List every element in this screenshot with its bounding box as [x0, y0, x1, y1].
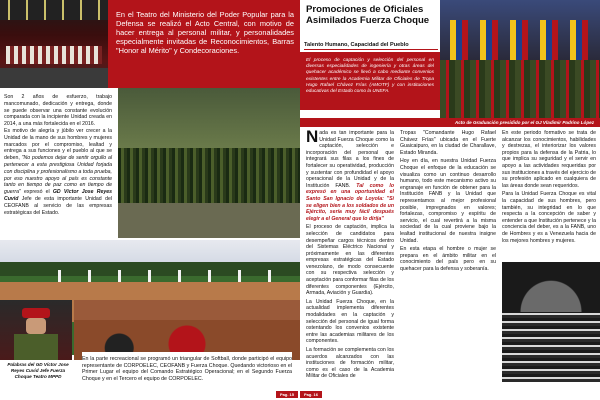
column-2	[400, 130, 496, 274]
graduation-photo	[440, 0, 600, 118]
page-number-left: Pag. 15	[276, 391, 298, 398]
softball-text: En la parte recreacional se programó un triangular de Softball, donde participó el equipo representante de CORPOELEC, CEOFANB y Fuerza Choque. Quedando victorioso en el Primer Lugar el equipo del Comando Estratégico Operacional; en el Segundo Fuerza Choque y en el Tercero el equipo de CORPOELEC.	[82, 352, 292, 382]
formation-troops	[118, 148, 300, 203]
page-number-right: Pag. 16	[300, 391, 322, 398]
col2-paragraph-1: Tropas "Comandante Hugo Rafael Chávez Frías" ubicada en el Fuerte Guaicaipuro, en la ciudad de Charallave, Estado Miranda.	[400, 130, 496, 156]
article-subhead: Talento Humano, Capacidad del Pueblo	[304, 42, 438, 50]
intro-part2: expresó el	[20, 189, 53, 196]
intro-name: GD Víctor Jose Reyes Cuvid	[4, 189, 112, 202]
formation-ground	[118, 203, 300, 238]
stage-row	[6, 46, 102, 64]
left-title-box: En el Teatro del Ministerio del Poder Popular para la Defensa se realizó el Acto Central, con motivo de hacer entrega al personal militar, y personalidades especialmente invitadas de Reconocimientos, Barras "Honor al Mérito" y Condecoraciones.	[108, 0, 300, 88]
formation-sky	[118, 88, 300, 148]
officer-caption: Palabras del GD Víctor Jose Reyes Cuvid Jefe Fuerza Choque Teatro MPPD	[7, 362, 69, 379]
intro-part3: Jefe de esta importante Unidad del CEOFANB al servicio de las empresas estratégicas del Estado.	[4, 195, 112, 216]
right-header	[300, 0, 440, 40]
col2-paragraph-2: Hoy en día, en nuestra Unidad Fuerza Choque el enfoque de la educación se visualiza como un continuo desarrollo humano, todo este mecanismo activo su engranaje en función de obtener para la Institución FANB y la Unidad que representamos al mejor profesional posible, impregnados en valores; fortalezas, compromiso y espíritu de servicio, el cual revertirá a la misma sociedad de la cual proviene bajo la lealtad institucional de nuestra insigne Unidad.	[400, 158, 496, 244]
col3-paragraph-1: En este periodo formativo se trata de alcanzar los conocimientos, habilidades y destrezas, el interiorizar los valores propios para la defensa de la Patria, lo que implica su seguridad y el servir en apoyo a las actividades requeridas por sus instituciones a través del ejercicio de su profesión aplicado en cualquiera de las áreas donde sean requeridos.	[502, 130, 596, 189]
officer-uniform	[14, 334, 58, 360]
col1-p1-text: ada es tan importante para la Unidad Fuerza Choque como la captación, selección e incorporación del personal que integrará sus filas a los fines de fortalecer su operatividad, producción y sustentar con profundidad el apoyo operacional de la Unidad y de la Institución FANB.	[306, 130, 394, 189]
col3-paragraph-2: Para la Unidad Fuerza Choque es vital la capacidad de sus hombres, pero también, su integridad en lo que respecta a la concepción de saber y entender a que Institución pertenece y la conciencia del deber, es a la FANB, uno de Hombres y es a Venezuela hacia de los mejores hombres y mujeres.	[502, 191, 596, 244]
intro-quote: "No podemos dejar de sentir orgullo al pertenecer a esta prestigiosa Unidad forjada con disciplina y profesionalismo a toda prueba, por eso nuestro apoyo al país es constante tanto en tiempo de paz como en tiempo de guerra"	[4, 155, 112, 196]
col1-paragraph-2: El proceso de captación, implica la selección de candidatos para desempeñar cargos técnicos dentro del Sistemas Eléctrico Nacional y próximamente en las diferentes empresas estratégicas del Estado venezolano, de modo consecuente con su respectiva selección y aceptación para conformar filas de los diferentes componentes (Ejército, Armada, Aviación y Guardia).	[306, 224, 394, 297]
officer-portrait-photo	[0, 300, 72, 360]
graduation-flags	[450, 20, 590, 60]
drop-cap: N	[306, 127, 319, 146]
officer-face	[26, 318, 46, 334]
col1-paragraph-3: La Unidad Fuerza Choque, en la actualidad implementa diferentes modalidades en la captación y selección del personal de igual forma ostentando los convenios existente entre las academias militares de los componentes.	[306, 298, 394, 345]
stage-lights	[0, 0, 108, 20]
graduation-people	[440, 60, 600, 118]
audience-floor	[0, 68, 108, 88]
col1-paragraph-1	[306, 127, 394, 222]
intro-part1: Son 2 años de esfuerzo, trabajo mancomunado, dedicación y entrega, donde se puede observar una constante evolución comparada con la incipiente Unidad creada en 2014, a una más fortalecida en el 2016. Es motivo de alegría y júbilo ver crecer a la Unidad de la mano de sus hombres y mujeres marcados por el compromiso, lealtad y entrega a sus funciones y el pueblo al que se deben,	[4, 94, 112, 162]
graduation-caption: Acto de Graduación presidido por el GJ Vladimir Padrino López	[300, 118, 600, 127]
lead-box: El proceso de captación y selección del personal en diversas especialidades de ingeniería y otras áreas del quehacer académico se llevó a cabo mediante convenios existentes entre la Academia Militar de Oficiales de Tropa Hugo Rafael Chávez Frías (AMOTF) y con instituciones educativas del Estado como la UNEFA.	[300, 52, 440, 110]
right-page	[300, 0, 600, 400]
intro-text	[4, 94, 112, 216]
swearing-in-photo	[502, 262, 600, 382]
column-3	[502, 130, 596, 246]
loyola-quote: Tal como lo expresó en una oportunidad el Santo San Ignacio de Loyola: "Si se eligen bien a los soldados de un Ejército, sería muy fácil después elegir a el General que lo dirija"	[306, 182, 394, 222]
officer-cap	[22, 308, 50, 318]
hall-arch	[512, 272, 590, 312]
theater-ceremony-photo	[0, 0, 108, 88]
article-title: Promociones de Oficiales Asimilados Fuerza Choque	[306, 4, 430, 26]
graduates-rows	[502, 312, 600, 382]
col2-paragraph-3: En esta etapa el hombre o mujer se prepara en el ámbito militar en el conocimiento del país pero en su quehacer para la defensa y soberanía.	[400, 246, 496, 272]
softball-equipment-photo	[74, 300, 300, 360]
column-1	[306, 127, 394, 382]
col1-paragraph-4: La formación se complementa con los acuerdos alcanzados con las instituciones de formación militar, como es el caso de la Academia Militar de Oficiales de	[306, 347, 394, 380]
formation-photo	[118, 88, 300, 238]
swearing-in-caption: Juramentación de la II Promoción Fuerza Choque	[506, 384, 596, 395]
